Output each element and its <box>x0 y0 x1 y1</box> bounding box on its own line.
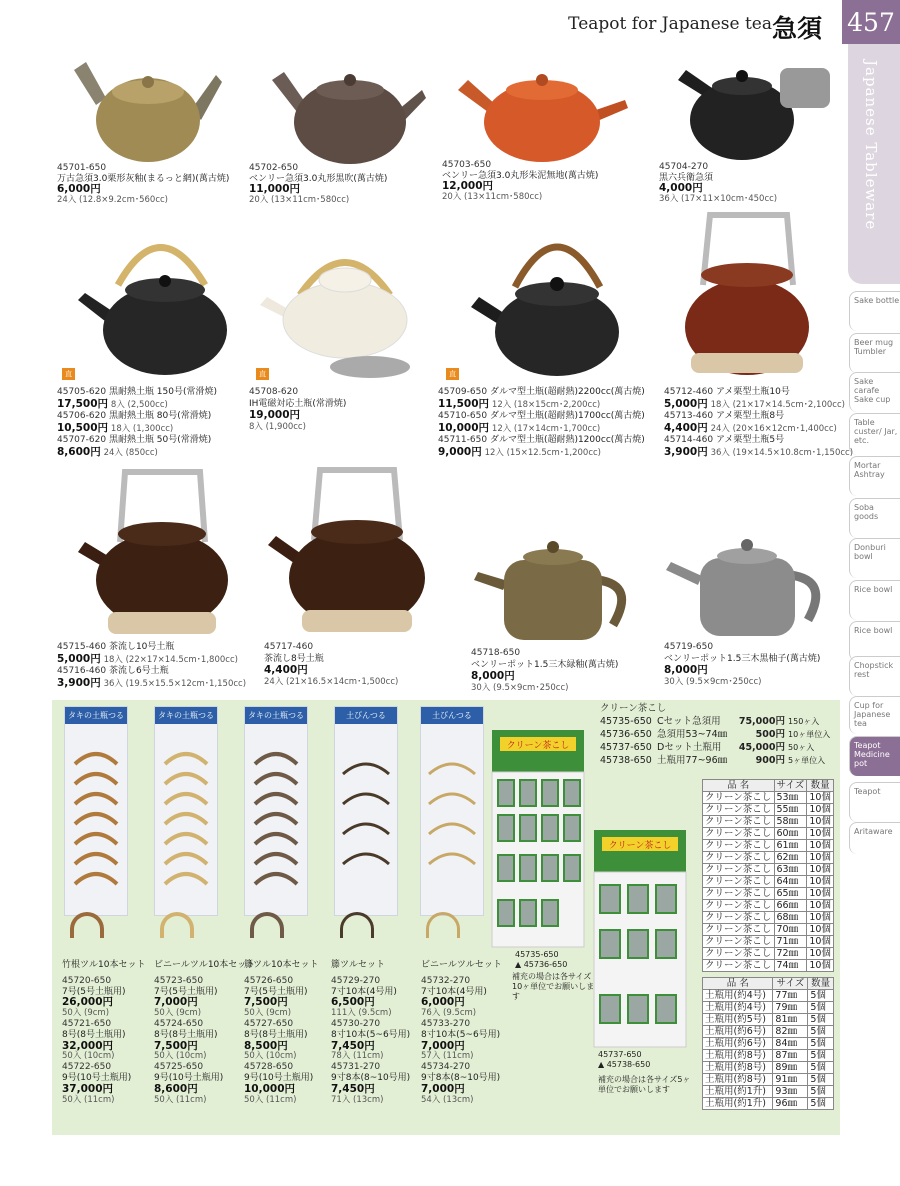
product-group-45712: 45712-460 アメ栗型土瓶10号 5,000円 18入 (21×17×14.5cm･2,100cc) 45713-460 アメ栗型土瓶8号 4,400円 24入 (20×16×12cm･1,400cc) 45714-460 アメ栗型土瓶5号 3,900円 36入 (19×14.5×10.8cm･1,150cc) <box>664 387 854 458</box>
direct-badge-1: 直 <box>62 368 75 380</box>
handle-sample-vinyl <box>160 912 194 938</box>
package-vinyl-set: 土びんつる <box>420 706 484 916</box>
package-bamboo-handles: タキの土瓶つる <box>64 706 128 916</box>
cell-size: 84㎜ <box>773 1038 808 1050</box>
package-rattan-set: 土びんつる <box>334 706 398 916</box>
title-japanese: 急須 <box>772 14 823 43</box>
side-tab-rice-bowl-1[interactable]: Rice bowl <box>849 580 900 620</box>
product-45708: 45708-620 IH電磁対応土瓶(常滑焼) 19,000円 8入 (1,900cc) <box>249 387 347 432</box>
side-tab-rice-bowl-2[interactable]: Rice bowl <box>849 621 900 661</box>
table-row <box>703 792 834 804</box>
pot-strainer-size-table: 品 名 サイズ 数量 土瓶用(約4号) 77㎜ 5個 土瓶用(約4号) 79㎜ 5個 土瓶用(約5号) 81㎜ 5個 土瓶用(約6号) 82㎜ 5個 土瓶用(約6号) 84㎜ 5個 土瓶用(約8号) 87㎜ 5個 土瓶用(約8号) 89㎜ 5個 土瓶用(約8号) 91㎜ 5個 土瓶用(約1升) 93㎜ 5個 土瓶用(約1升) 96㎜ 5個 <box>702 977 834 1110</box>
product-group-45709: 45709-650 ダルマ型土瓶(超耐熱)2200cc(萬古焼) 11,500円 12入 (18×15cm･2,200cc) 45710-650 ダルマ型土瓶(超耐熱)1700cc(萬古焼) 10,000円 12入 (17×14cm･1,700cc) 45711-650 ダルマ型土瓶(超耐熱)1200cc(萬古焼) 9,000円 12入 (15×12.5cm･1,200cc) <box>438 387 645 458</box>
cell-qty: 10個 <box>807 828 834 840</box>
cell-size: 53㎜ <box>774 792 807 804</box>
strainer-price-list: クリーン茶こし 45735-650 Cセット急須用 75,000円 150ヶ入 45736-650 急須用53~74㎜ 500円 10ヶ単位入 45737-650 Dセット土瓶用 45,000円 50ヶ入 45738-650 土瓶用77~96㎜ 900円 5ヶ単位入 <box>600 703 831 766</box>
handle-set-bamboo: 竹根ツル10本セット 45720-650 7号(5号土瓶用) 26,000円 50入 (9cm) 45721-650 8号(8号土瓶用) 32,000円 50入 (10cm) 45722-650 9号(10号土瓶用) 37,000円 50入 (11cm) <box>62 960 146 1105</box>
teapot-image-45705 <box>70 215 240 380</box>
cell-qty: 10個 <box>807 852 834 864</box>
cell-name: クリーン茶こし <box>703 912 775 924</box>
teapot-image-45703 <box>450 50 630 165</box>
table-row <box>703 1086 834 1098</box>
cell-size: 70㎜ <box>774 924 807 936</box>
cell-qty: 10個 <box>807 936 834 948</box>
cell-name: 土瓶用(約4号) <box>703 1002 773 1014</box>
cell-name: クリーン茶こし <box>703 924 775 936</box>
trivet-image <box>328 355 413 380</box>
side-tab-teapot[interactable]: Teapot <box>849 782 900 822</box>
table-row <box>703 1062 834 1074</box>
display1-caption: 45735-650 ▲ 45736-650 <box>515 950 568 969</box>
package-rattan-handles: タキの土瓶つる <box>244 706 308 916</box>
teapot-image-45718 <box>468 535 643 653</box>
handle-set-rattan: 籐ツル10本セット 45726-650 7号(5号土瓶用) 7,500円 50入 (9cm) 45727-650 8号(8号土瓶用) 8,500円 50入 (10cm) 45728-650 9号(10号土瓶用) 10,000円 50入 (11cm) <box>244 960 319 1105</box>
side-tab-beer-mug[interactable]: Beer mug Tumbler <box>849 333 900 373</box>
product-45701: 45701-650 万古急須3.0栗形灰釉(まるっと網)(萬古焼) 6,000円 24入 (12.8×9.2cm･560cc) <box>57 163 230 205</box>
cell-qty: 10個 <box>807 900 834 912</box>
cell-name: クリーン茶こし <box>703 948 775 960</box>
table-row <box>703 828 834 840</box>
table-row <box>703 1074 834 1086</box>
cell-qty: 10個 <box>807 876 834 888</box>
cell-name: 土瓶用(約1升) <box>703 1098 773 1110</box>
cell-qty: 10個 <box>807 948 834 960</box>
cell-size: 87㎜ <box>773 1050 808 1062</box>
display-sign-text-2: クリーン茶こし <box>608 841 672 851</box>
cell-qty: 10個 <box>807 804 834 816</box>
table-row <box>703 990 834 1002</box>
table-row <box>703 888 834 900</box>
cell-qty: 5個 <box>808 1002 834 1014</box>
side-tab-chopstick-rest[interactable]: Chopstick rest <box>849 656 900 696</box>
side-tab-table-custer[interactable]: Table custer/ Jar, etc. <box>849 413 900 455</box>
handle-set-vinyl: ビニールツル10本セット 45723-650 7号(5号土瓶用) 7,000円 50入 (9cm) 45724-650 8号(8号土瓶用) 7,500円 50入 (10cm) 45725-650 9号(10号土瓶用) 8,600円 50入 (11cm) <box>154 960 256 1105</box>
cell-size: 74㎜ <box>774 960 807 972</box>
product-45702: 45702-650 ベンリー急須3.0丸形黒吹(萬古焼) 11,000円 20入 (13×11cm･580cc) <box>249 163 388 205</box>
teapot-image-45715 <box>70 462 245 640</box>
cell-name: クリーン茶こし <box>703 840 775 852</box>
teapot-image-45719 <box>660 530 835 648</box>
cell-qty: 5個 <box>808 1074 834 1086</box>
cell-size: 91㎜ <box>773 1074 808 1086</box>
cell-size: 68㎜ <box>774 912 807 924</box>
side-category-band <box>848 44 900 284</box>
display-rack-d-set <box>592 825 692 1050</box>
cell-qty: 10個 <box>807 960 834 972</box>
cell-size: 81㎜ <box>773 1014 808 1026</box>
display2-caption: 45737-650 ▲ 45738-650 <box>598 1050 651 1069</box>
table-row <box>703 1014 834 1026</box>
cell-size: 77㎜ <box>773 990 808 1002</box>
side-tab-mortar[interactable]: Mortar Ashtray <box>849 456 900 496</box>
handle-sample-rattan-set <box>340 912 374 938</box>
table-row <box>703 840 834 852</box>
cell-name: 土瓶用(約5号) <box>703 1014 773 1026</box>
side-tab-donburi[interactable]: Donburi bowl <box>849 538 900 578</box>
table-row <box>703 960 834 972</box>
cell-size: 96㎜ <box>773 1098 808 1110</box>
cell-qty: 10個 <box>807 864 834 876</box>
table-row <box>703 852 834 864</box>
cell-name: クリーン茶こし <box>703 876 775 888</box>
table-row <box>703 900 834 912</box>
teapot-image-45709 <box>465 212 635 380</box>
cell-qty: 10個 <box>807 792 834 804</box>
cell-size: 82㎜ <box>773 1026 808 1038</box>
strainer-title: クリーン茶こし <box>600 703 667 714</box>
product-45718: 45718-650 ベンリーポット1.5三木緑釉(萬古焼) 8,000円 30入 (9.5×9cm･250cc) <box>471 648 619 693</box>
cell-qty: 5個 <box>808 1062 834 1074</box>
product-45703: 45703-650 ベンリー急須3.0丸形朱泥無地(萬古焼) 12,000円 20入 (13×11cm･580cc) <box>442 160 599 202</box>
product-group-45705: 45705-620 黒耐熱土瓶 150号(常滑焼) 17,500円 8入 (2,500cc) 45706-620 黒耐熱土瓶 80号(常滑焼) 10,500円 18入 (1,300cc) 45707-620 黒耐熱土瓶 50号(常滑焼) 8,600円 24入 (850cc) <box>57 387 217 458</box>
cell-qty: 5個 <box>808 1038 834 1050</box>
display1-note: 補充の場合は各サイズ10ヶ単位でお願いします <box>512 972 595 1001</box>
table-row <box>703 1026 834 1038</box>
cell-name: 土瓶用(約8号) <box>703 1062 773 1074</box>
cell-qty: 5個 <box>808 990 834 1002</box>
cell-qty: 5個 <box>808 1098 834 1110</box>
table-row <box>703 924 834 936</box>
handle-set-rattan-pack: 籐ツルセット 45729-270 7寸10本(4号用) 6,500円 111入 (9.5cm) 45730-270 8寸10本(5~6号用) 7,450円 78入 (11cm) 45731-270 9寸8本(8~10号用) 7,450円 71入 (13cm) <box>331 960 411 1105</box>
cell-name: クリーン茶こし <box>703 792 775 804</box>
cell-qty: 10個 <box>807 912 834 924</box>
cell-size: 63㎜ <box>774 864 807 876</box>
display-rack-c-set <box>490 705 590 950</box>
cell-qty: 10個 <box>807 840 834 852</box>
cell-name: クリーン茶こし <box>703 852 775 864</box>
cell-qty: 10個 <box>807 888 834 900</box>
handle-sample-bamboo <box>70 912 104 938</box>
cell-size: 72㎜ <box>774 948 807 960</box>
table-row <box>703 912 834 924</box>
cell-qty: 5個 <box>808 1050 834 1062</box>
table-row <box>703 1050 834 1062</box>
cell-size: 71㎜ <box>774 936 807 948</box>
cell-name: クリーン茶こし <box>703 960 775 972</box>
display2-note: 補充の場合は各サイズ5ヶ単位でお願いします <box>598 1075 691 1094</box>
cell-size: 66㎜ <box>774 900 807 912</box>
side-tab-aritaware[interactable]: Aritaware <box>849 822 900 854</box>
handle-sample-rattan <box>250 912 284 938</box>
cell-size: 61㎜ <box>774 840 807 852</box>
teapot-image-45708 <box>255 225 425 365</box>
handle-sample-vinyl-set <box>426 912 460 938</box>
cell-size: 93㎜ <box>773 1086 808 1098</box>
teapot-image-45704 <box>672 50 842 165</box>
strainer-size-table: 品 名 サイズ 数量 クリーン茶こし 53㎜ 10個 クリーン茶こし 55㎜ 10個 クリーン茶こし 58㎜ 10個 クリーン茶こし 60㎜ 10個 クリーン茶こし 61㎜ 10個 クリーン茶こし 62㎜ 10個 クリーン茶こし 63㎜ 10個 クリーン茶こし 64㎜ 10個 クリーン茶こし 65㎜ 10個 クリーン茶こし 66㎜ 10個 クリーン茶こし 68㎜ 10個 クリーン茶こし 70㎜ 10個 クリーン茶こし 71㎜ 10個 クリーン茶こし 72㎜ 10個 クリーン茶こし 74㎜ 10個 <box>702 779 834 972</box>
product-45719: 45719-650 ベンリーポット1.5三木黒柚子(萬古焼) 8,000円 30入 (9.5×9cm･250cc) <box>664 642 821 687</box>
cell-name: 土瓶用(約6号) <box>703 1026 773 1038</box>
cell-name: クリーン茶こし <box>703 936 775 948</box>
handle-set-vinyl-pack: ビニールツルセット 45732-270 7寸10本(4号用) 6,000円 76入 (9.5cm) 45733-270 8寸10本(5~6号用) 7,000円 57入 (11cm) 45734-270 9寸8本(8~10号用) 7,000円 54入 (13cm) <box>421 960 502 1105</box>
table-row <box>703 1038 834 1050</box>
cell-name: クリーン茶こし <box>703 816 775 828</box>
cell-qty: 5個 <box>808 1026 834 1038</box>
cell-name: クリーン茶こし <box>703 828 775 840</box>
cell-name: 土瓶用(約1升) <box>703 1086 773 1098</box>
teapot-image-45701 <box>66 50 226 165</box>
side-title: Japanese Tableware <box>862 60 880 231</box>
cell-name: 土瓶用(約4号) <box>703 990 773 1002</box>
cell-name: 土瓶用(約6号) <box>703 1038 773 1050</box>
side-tab-sake-bottle[interactable]: Sake bottle <box>849 291 900 331</box>
side-tab-soba[interactable]: Soba goods <box>849 498 900 538</box>
cell-name: クリーン茶こし <box>703 804 775 816</box>
cell-size: 58㎜ <box>774 816 807 828</box>
side-tab-cup[interactable]: Cup for Japanese tea <box>849 696 900 734</box>
cell-name: クリーン茶こし <box>703 864 775 876</box>
package-vinyl-handles: タキの土瓶つる <box>154 706 218 916</box>
table-row <box>703 1002 834 1014</box>
direct-badge-2: 直 <box>256 368 269 380</box>
cell-name: クリーン茶こし <box>703 888 775 900</box>
side-tab-sake-carafe[interactable]: Sake carafe Sake cup <box>849 372 900 412</box>
cell-size: 64㎜ <box>774 876 807 888</box>
table-row <box>703 1098 834 1110</box>
cell-size: 65㎜ <box>774 888 807 900</box>
title-english: Teapot for Japanese tea <box>568 14 772 34</box>
table-row <box>703 816 834 828</box>
product-45704: 45704-270 黒六兵衛急須 4,000円 36入 (17×11×10cm･450cc) <box>659 162 778 204</box>
product-45717: 45717-460 茶流し8号土瓶 4,400円 24入 (21×16.5×14cm･1,500cc) <box>264 642 399 687</box>
table-row <box>703 804 834 816</box>
display-sign-text-1: クリーン茶こし <box>506 741 570 751</box>
cell-name: クリーン茶こし <box>703 900 775 912</box>
teapot-image-45717 <box>262 460 440 640</box>
cell-name: 土瓶用(約8号) <box>703 1074 773 1086</box>
cell-qty: 5個 <box>808 1086 834 1098</box>
cell-size: 60㎜ <box>774 828 807 840</box>
cell-qty: 5個 <box>808 1014 834 1026</box>
cell-size: 62㎜ <box>774 852 807 864</box>
cell-qty: 10個 <box>807 816 834 828</box>
cell-size: 79㎜ <box>773 1002 808 1014</box>
cell-size: 55㎜ <box>774 804 807 816</box>
cell-size: 89㎜ <box>773 1062 808 1074</box>
teapot-image-45712 <box>665 205 830 383</box>
teapot-image-45702 <box>262 50 427 165</box>
cell-qty: 10個 <box>807 924 834 936</box>
table-row <box>703 948 834 960</box>
table-row <box>703 864 834 876</box>
product-group-45715: 45715-460 茶流し10号土瓶 5,000円 18入 (22×17×14.5cm･1,800cc) 45716-460 茶流し6号土瓶 3,900円 36入 (19.5×15.5×12cm･1,150cc) <box>57 642 247 689</box>
table-row <box>703 936 834 948</box>
side-tab-teapot-active[interactable]: Teapot Medicine pot <box>849 736 900 776</box>
direct-badge-3: 直 <box>446 368 459 380</box>
table-row <box>703 876 834 888</box>
page-number: 457 <box>842 0 900 44</box>
cell-name: 土瓶用(約8号) <box>703 1050 773 1062</box>
